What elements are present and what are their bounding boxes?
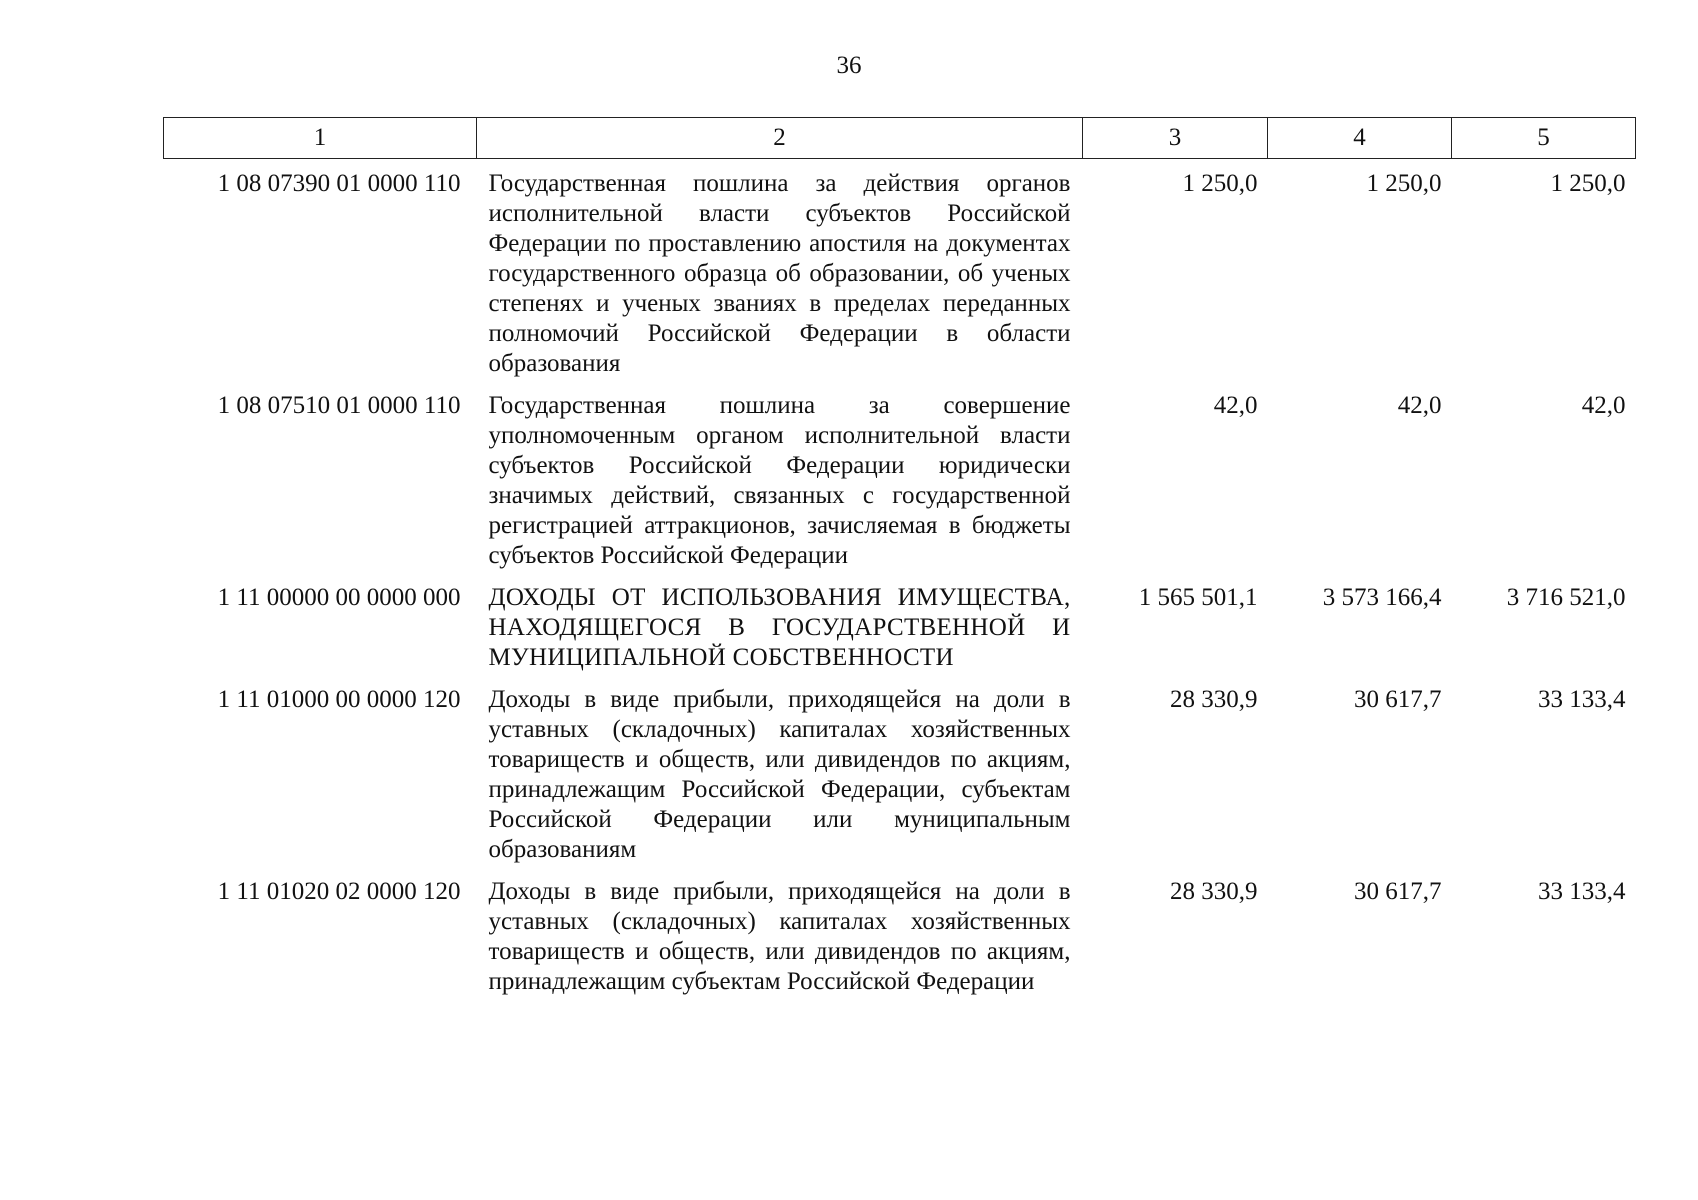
table-row: [164, 159, 1636, 380]
table-header: [164, 118, 1636, 159]
row-name: Доходы в виде прибыли, приходящейся на доли в уставных (складочных) капиталах хозяйственных товариществ и обществ, или дивидендов по акциям, принадлежащим Российской Федерации, субъектам Российской Федерации или муниципальным образованиям: [488, 686, 1071, 863]
row-name: Доходы в виде прибыли, приходящейся на доли в уставных (складочных) капиталах хозяйственных товариществ и обществ, или дивидендов по акциям, принадлежащим субъектам Российской Федерации: [488, 878, 1071, 995]
row-value-year-1: 1 565 501,1: [1138, 584, 1258, 611]
row-code: 1 08 07510 01 0000 110: [217, 392, 461, 419]
row-value-year-2: 30 617,7: [1354, 878, 1442, 905]
page-number: 36: [836, 52, 862, 79]
row-value-year-1: 28 330,9: [1170, 686, 1258, 713]
column-header-code: 1: [164, 118, 477, 159]
column-header-year-1: 3: [1083, 118, 1268, 159]
row-code: 1 11 01020 02 0000 120: [217, 878, 461, 905]
row-value-year-3: 33 133,4: [1538, 878, 1626, 905]
row-value-year-1: 1 250,0: [1182, 170, 1258, 197]
table-row: [164, 583, 1636, 673]
row-name: ДОХОДЫ ОТ ИСПОЛЬЗОВАНИЯ ИМУЩЕСТВА, НАХОДЯЩЕГОСЯ В ГОСУДАРСТВЕННОЙ И МУНИЦИПАЛЬНОЙ СОБСТВЕННОСТИ: [488, 584, 1071, 671]
table-row: [164, 685, 1636, 865]
budget-revenue-table: [163, 117, 1636, 997]
row-value-year-3: 1 250,0: [1550, 170, 1626, 197]
row-code: 1 08 07390 01 0000 110: [217, 170, 461, 197]
row-value-year-1: 28 330,9: [1170, 878, 1258, 905]
row-name: Государственная пошлина за совершение уполномоченным органом исполнительной власти субъектов Российской Федерации юридически значимых действий, связанных с государственной регистрацией аттракционов, зачисляемая в бюджеты субъектов Российской Федерации: [488, 392, 1071, 569]
column-header-name: 2: [477, 118, 1083, 159]
row-name: Государственная пошлина за действия органов исполнительной власти субъектов Российской Федерации по проставлению апостиля на документах государственного образца об образовании, об ученых степенях и ученых званиях в пределах переданных полномочий Российской Федерации в области образования: [488, 170, 1071, 377]
row-code: 1 11 01000 00 0000 120: [217, 686, 461, 713]
row-value-year-1: 42,0: [1213, 392, 1258, 419]
row-value-year-3: 3 716 521,0: [1506, 584, 1626, 611]
table-row: [164, 877, 1636, 997]
row-value-year-3: 42,0: [1581, 392, 1626, 419]
row-code: 1 11 00000 00 0000 000: [217, 584, 461, 611]
row-value-year-2: 30 617,7: [1354, 686, 1442, 713]
row-value-year-2: 42,0: [1397, 392, 1442, 419]
row-value-year-2: 3 573 166,4: [1322, 584, 1442, 611]
row-value-year-2: 1 250,0: [1366, 170, 1442, 197]
column-header-year-3: 5: [1452, 118, 1636, 159]
column-header-year-2: 4: [1268, 118, 1452, 159]
table-row: [164, 391, 1636, 571]
row-value-year-3: 33 133,4: [1538, 686, 1626, 713]
